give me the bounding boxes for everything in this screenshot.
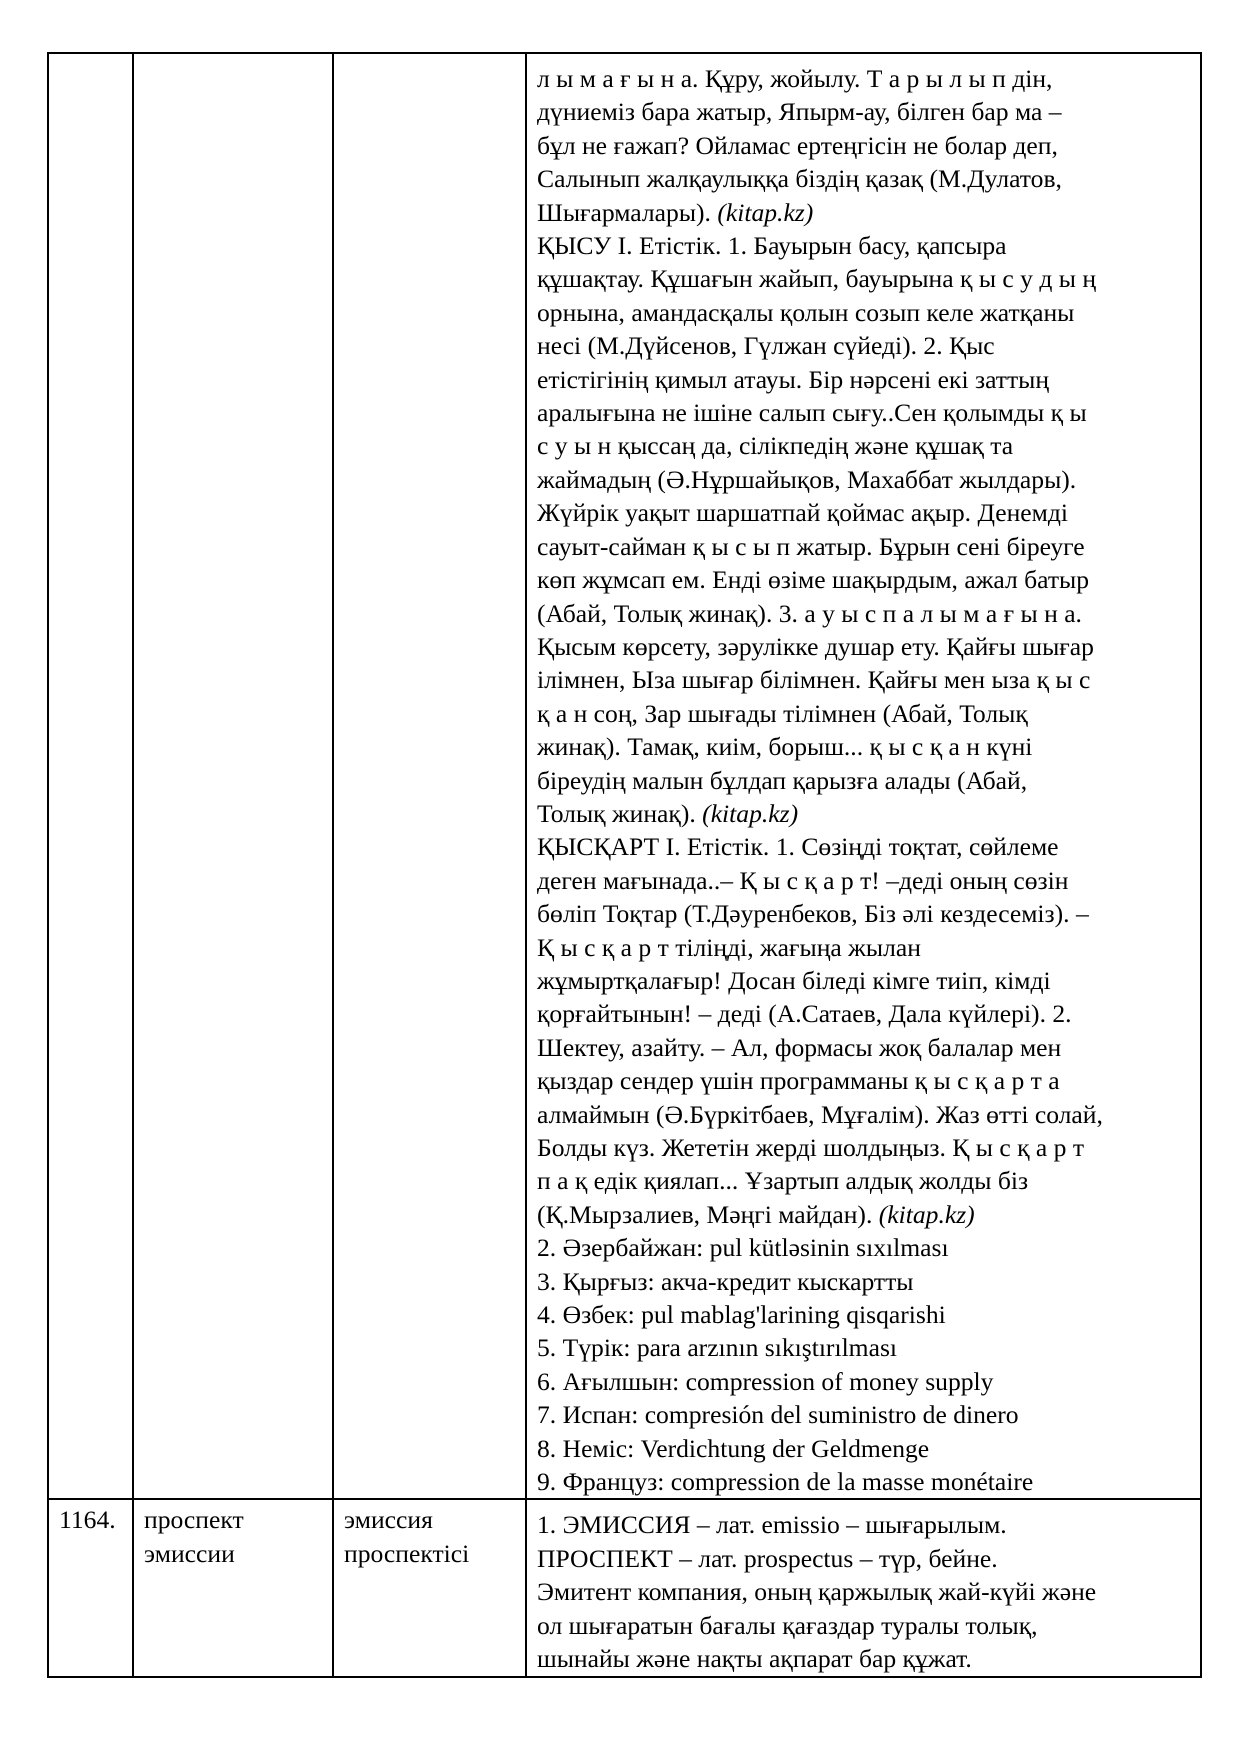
definition-line: п а қ едік қиялап... Ұзартып алдық жолды біз	[537, 1166, 1029, 1196]
definition-line: ілімнен, Ыза шығар білімнен. Қайғы мен ыза қ ы с	[537, 665, 1091, 695]
definition-line: біреудің малын бұлдап қарызға алады (Абай,	[537, 765, 1028, 795]
definition-line: (Абай, Толық жинақ). 3. а у ы с п а л ы м а ғ ы н а.	[537, 598, 1082, 628]
russian-term-line: эмиссии	[144, 1538, 235, 1568]
kazakh-term-line: эмиссия	[344, 1505, 433, 1535]
russian-term-cell	[133, 1499, 333, 1676]
kazakh-term-cell	[333, 1499, 526, 1676]
definition-line: жұмыртқалағыр! Досан біледі кімге тиіп, кімді	[537, 965, 1051, 995]
table-row-1164	[48, 1499, 1201, 1676]
definition-line: 2. Әзербайжан: pul kütləsinin sıxılması	[537, 1233, 949, 1263]
definition-line: ҚЫСУ I. Етістік. 1. Бауырын басу, қапсыра	[537, 231, 1007, 261]
definition-text	[527, 1500, 1200, 1675]
table-row-continuation	[48, 53, 1201, 1499]
russian-term	[134, 1500, 332, 1574]
definition-line: Шектеу, азайту. – Ал, формасы жоқ балалар мен	[537, 1032, 1062, 1062]
definition-line: етістігінің қимыл атауы. Бір нәрсені екі заттың	[537, 364, 1050, 394]
definition-line: қыздар сендер үшін программаны қ ы с қ а р т а	[537, 1066, 1060, 1096]
definition-cell	[526, 1499, 1201, 1676]
definition-line: 3. Қырғыз: акча-кредит кыскартты	[537, 1266, 914, 1296]
definition-line: қорғайтынын! – деді (А.Сатаев, Дала күйлері). 2.	[537, 999, 1072, 1029]
kazakh-term-cell	[333, 53, 526, 1499]
kazakh-term-line: проспектісі	[344, 1538, 470, 1568]
definition-line: (Қ.Мырзалиев, Мәңгі майдан). (kitap.kz)	[537, 1199, 975, 1229]
definition-line: ол шығаратын бағалы қағаздар туралы толық,	[537, 1610, 1038, 1640]
definition-line: аралығына не ішіне салып сығу..Сен қолымды қ ы	[537, 398, 1087, 428]
definition-line: бөліп Тоқтар (Т.Дәуренбеков, Біз әлі кездесеміз). –	[537, 899, 1089, 929]
entry-number: 1164.	[59, 1505, 116, 1535]
definition-line: 8. Неміс: Verdichtung der Geldmenge	[537, 1433, 930, 1463]
definition-line: орнына, амандасқалы қолын созып келе жатқаны	[537, 297, 1075, 327]
dictionary-table	[47, 52, 1202, 1678]
definition-line: несі (М.Дүйсенов, Гүлжан сүйеді). 2. Қыс	[537, 331, 995, 361]
entry-number-cell	[48, 1499, 133, 1676]
kazakh-term	[334, 1500, 525, 1574]
definition-line: Жүйрік уақыт шаршатпай қоймас ақыр. Денемді	[537, 498, 1068, 528]
definition-line: қ а н соң, Зар шығады тілімнен (Абай, Толық	[537, 698, 1028, 728]
definition-line: 4. Өзбек: pul mablag'larining qisqarishi	[537, 1300, 946, 1330]
definition-line: Шығармалары). (kitap.kz)	[537, 197, 814, 227]
definition-text	[527, 54, 1200, 1498]
definition-line: 9. Француз: compression de la masse monétaire	[537, 1467, 1034, 1497]
definition-line: дүниеміз бара жатыр, Япырм-ау, білген бар ма –	[537, 97, 1062, 127]
definition-line: с у ы н қыссаң да, сілікпедің және құшақ та	[537, 431, 1014, 461]
definition-line: 5. Түрік: para arzının sıkıştırılması	[537, 1333, 898, 1363]
definition-line: бұл не ғажап? Ойламас ертеңгісін не болар деп,	[537, 130, 1058, 160]
definition-cell	[526, 53, 1201, 1499]
entry-number-cell	[48, 53, 133, 1499]
definition-line: жинақ). Тамақ, киім, борыш... қ ы с қ а н күні	[537, 732, 1033, 762]
definition-line: жаймадың (Ә.Нұршайықов, Махаббат жылдары).	[537, 464, 1077, 494]
definition-line: Салынып жалқаулыққа біздің қазақ (М.Дулатов,	[537, 164, 1062, 194]
definition-line: алмаймын (Ә.Бүркітбаев, Мұғалім). Жаз өтті солай,	[537, 1099, 1103, 1129]
definition-line: Қ ы с қ а р т тіліңді, жағыңа жылан	[537, 932, 921, 962]
definition-line: 7. Испан: compresión del suministro de dinero	[537, 1400, 1019, 1430]
definition-line: Қысым көрсету, зәрулікке душар ету. Қайғы шығар	[537, 631, 1094, 661]
definition-line: деген мағынада..– Қ ы с қ а р т! –деді оның сөзін	[537, 865, 1069, 895]
russian-term-line: проспект	[144, 1505, 244, 1535]
definition-line: Толық жинақ). (kitap.kz)	[537, 798, 799, 828]
definition-line: Эмитент компания, оның қаржылық жай-күйі және	[537, 1577, 1097, 1607]
definition-line: Болды күз. Жететін жерді шолдыңыз. Қ ы с қ а р т	[537, 1133, 1085, 1162]
definition-line: шынайы және нақты ақпарат бар құжат.	[537, 1644, 972, 1674]
definition-line: ҚЫСҚАРТ I. Етістік. 1. Сөзіңді тоқтат, сөйлеме	[537, 832, 1059, 862]
definition-line: құшақтау. Құшағын жайып, бауырына қ ы с у д ы ң	[537, 264, 1097, 294]
russian-term-cell	[133, 53, 333, 1499]
definition-line: л ы м а ғ ы н а. Құру, жойылу. Т а р ы л ы п дін,	[537, 64, 1053, 93]
definition-line: сауыт-сайман қ ы с ы п жатыр. Бұрын сені біреуге	[537, 531, 1085, 561]
definition-line: 6. Ағылшын: compression of money supply	[537, 1366, 994, 1396]
definition-line: 1. ЭМИССИЯ – лат. emissio – шығарылым.	[537, 1510, 1007, 1540]
definition-line: ПРОСПЕКТ – лат. prospectus – түр, бейне.	[537, 1543, 998, 1573]
definition-line: көп жұмсап ем. Енді өзіме шақырдым, ажал батыр	[537, 565, 1090, 595]
